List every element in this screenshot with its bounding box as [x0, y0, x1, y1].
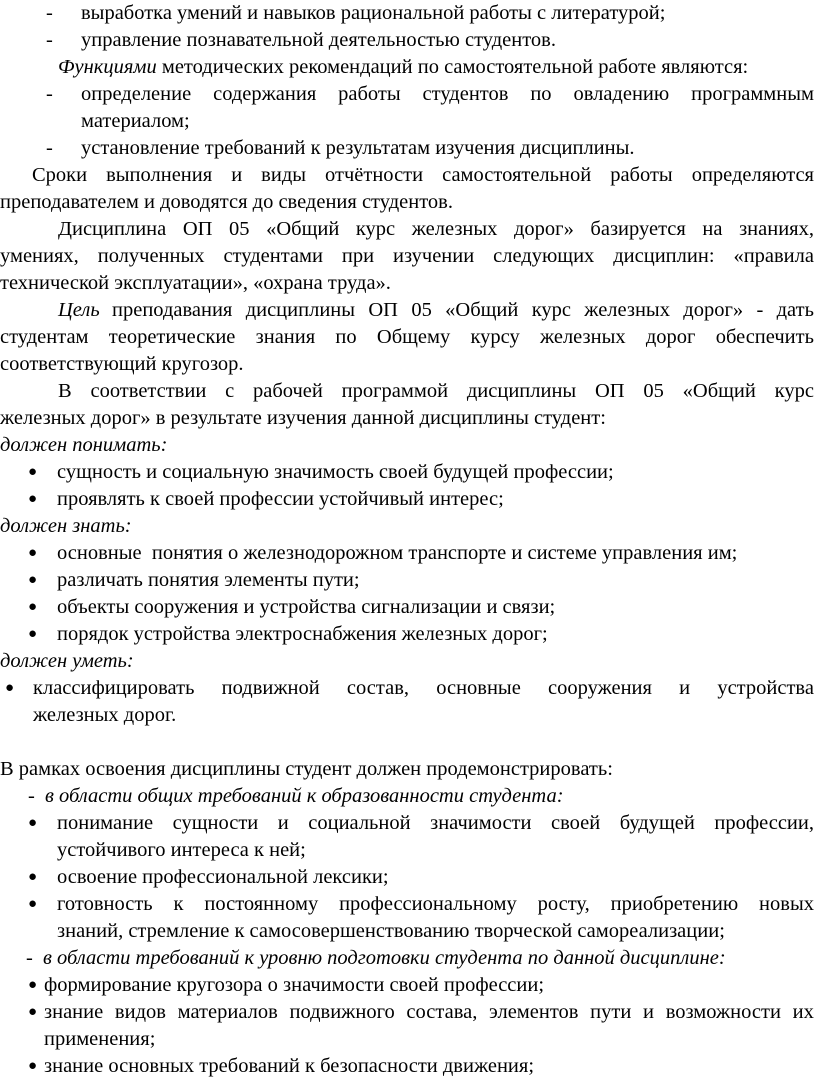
bullet-icon: ●: [28, 599, 38, 615]
para-discipline-line-2: [0, 243, 814, 270]
word: к: [173, 893, 184, 915]
word: знаниях,: [739, 218, 814, 240]
word: «правила: [733, 245, 814, 267]
intro-dash-item-2: управление познавательной деятельностью студентов.: [81, 29, 556, 51]
word: железных: [584, 299, 670, 321]
word: материалов: [177, 1001, 278, 1023]
word: ОП: [594, 380, 625, 402]
word: студентами: [223, 245, 323, 267]
word: Дисциплина: [58, 218, 167, 240]
word: курсу: [470, 326, 520, 348]
word: следующих: [493, 245, 595, 267]
word: курс: [774, 380, 814, 402]
word: работы: [338, 83, 401, 105]
demonstrate-intro: В рамках освоения дисциплины студент должен продемонстрировать:: [0, 758, 613, 780]
word: полученных: [97, 245, 205, 267]
must-know-item-4: порядок устройства электроснабжения железных дорог;: [57, 623, 548, 645]
word: готовность: [57, 893, 153, 915]
func-item-2: установление требований к результатам изучения дисциплины.: [81, 137, 635, 159]
word: при: [341, 245, 375, 267]
word: железных: [539, 326, 626, 348]
dash-marker: -: [46, 137, 53, 159]
dash-marker: -: [46, 2, 53, 24]
word: обеспечить: [715, 326, 814, 348]
word: работы: [610, 164, 673, 186]
word: профессии,: [714, 812, 814, 834]
word: 05: [411, 299, 432, 321]
intro-dash-item-1: выработка умений и навыков рациональной работы с литературой;: [81, 2, 666, 24]
word: значимости: [430, 812, 532, 834]
general-item-1-line-2: устойчивого интереса к ней;: [57, 839, 306, 861]
dash-marker: -: [46, 29, 53, 51]
word: теоретические: [108, 326, 236, 348]
word: подвижной: [221, 677, 320, 699]
general-item-3-line-1: [57, 891, 814, 918]
word: -: [756, 299, 764, 321]
bullet-icon: ●: [28, 1004, 38, 1020]
functions-italic-word: Функциями: [58, 56, 157, 78]
word: основные: [436, 677, 521, 699]
specific-item-1: формирование кругозора о значимости своей профессии;: [44, 974, 545, 996]
word: сущности: [172, 812, 259, 834]
functions-text: методических рекомендаций по самостоятельной работе являются:: [156, 56, 749, 78]
word: по: [335, 326, 357, 348]
word: состав,: [346, 677, 409, 699]
word: дисциплины: [466, 380, 577, 402]
word: возможности: [665, 1001, 781, 1023]
word: курс: [355, 218, 396, 240]
word: изучении: [393, 245, 475, 267]
must-know-item-3: объекты сооружения и устройства сигнализации и связи;: [57, 596, 556, 618]
word: 05: [229, 218, 250, 240]
functions-line: [58, 54, 748, 81]
word: понимание: [57, 812, 154, 834]
must-know-item-2: различать понятия элементы пути;: [57, 569, 360, 591]
func-item-1-line-2: материалом;: [81, 110, 190, 132]
bullet-icon: ●: [28, 815, 38, 831]
word: на: [702, 218, 723, 240]
para-goal-line-3: соответствующий кругозор.: [0, 353, 244, 375]
word: пути: [590, 1001, 632, 1023]
word: дисциплин:: [613, 245, 715, 267]
must-understand-item-2: проявлять к своей профессии устойчивый интерес;: [57, 488, 504, 510]
word: состава,: [406, 1001, 478, 1023]
word: элементов: [489, 1001, 579, 1023]
word: «Общий: [682, 380, 756, 402]
word: знание: [44, 1001, 104, 1023]
word: сооружения: [548, 677, 652, 699]
word: видов: [114, 1001, 166, 1023]
must-know-item-1: основные понятия о железнодорожном транспорте и системе управления им;: [57, 542, 738, 564]
word: и: [679, 677, 691, 699]
func-item-1-line-1: [81, 81, 814, 108]
bullet-icon: ●: [28, 1058, 38, 1074]
dash-marker: -: [28, 785, 35, 807]
word: отчётности: [325, 164, 424, 186]
word: и: [643, 1001, 654, 1023]
word: росту,: [537, 893, 590, 915]
word: устройства: [717, 677, 814, 699]
word: новых: [759, 893, 814, 915]
word: подвижного: [289, 1001, 395, 1023]
word: курс: [531, 299, 571, 321]
para-goal-line-1: [112, 297, 814, 324]
must-understand-item-1: сущность и социальную значимость своей будущей профессии;: [57, 461, 614, 483]
word: базируется: [590, 218, 686, 240]
word: дисциплины: [245, 299, 356, 321]
word: приобретению: [610, 893, 739, 915]
word: дорог»: [514, 218, 574, 240]
dash-marker: -: [46, 83, 53, 105]
bullet-icon: ●: [5, 680, 15, 696]
word: определяются: [691, 164, 814, 186]
bullet-icon: ●: [28, 977, 38, 993]
word: овладению: [573, 83, 670, 105]
word: преподавания: [112, 299, 233, 321]
must-can-item-line-2: железных дорог.: [33, 704, 177, 726]
para-accordance-line-1: [58, 378, 814, 405]
word: по: [530, 83, 552, 105]
bullet-icon: ●: [28, 572, 38, 588]
word: содержания: [213, 83, 317, 105]
must-understand-heading: должен понимать:: [0, 434, 168, 456]
word: железных: [411, 218, 498, 240]
word: постоянному: [204, 893, 319, 915]
must-can-heading: должен уметь:: [0, 650, 134, 672]
word: ОП: [182, 218, 213, 240]
word: дорог»: [683, 299, 744, 321]
specific-requirements-heading: в области требований к уровню подготовки студента по данной дисциплине:: [43, 947, 726, 969]
general-requirements-heading: в области общих требований к образованности студента:: [45, 785, 564, 807]
word: «Общий: [445, 299, 519, 321]
word: ОП: [368, 299, 398, 321]
bullet-icon: ●: [28, 896, 38, 912]
word: дорог: [645, 326, 696, 348]
word: социальной: [308, 812, 411, 834]
para-deadlines-line-1: [32, 162, 814, 189]
word: их: [792, 1001, 814, 1023]
word: студентов: [422, 83, 509, 105]
word: и: [231, 164, 243, 186]
word: классифицировать: [33, 677, 195, 699]
word: Сроки: [32, 164, 88, 186]
must-can-item-line-1: [33, 675, 814, 702]
word: 05: [643, 380, 664, 402]
word: соответствии: [90, 380, 207, 402]
word: будущей: [619, 812, 695, 834]
para-goal-line-2: [0, 324, 814, 351]
word: программой: [341, 380, 449, 402]
word: рабочей: [252, 380, 323, 402]
word: выполнения: [106, 164, 213, 186]
word: виды: [261, 164, 307, 186]
word: самостоятельной: [442, 164, 592, 186]
general-item-1-line-1: [57, 810, 814, 837]
specific-item-3: знание основных требований к безопасности движения;: [44, 1055, 535, 1077]
word: Общему: [376, 326, 451, 348]
para-discipline-line-3: технической эксплуатации», «охрана труда».: [0, 272, 391, 294]
word: с: [225, 380, 235, 402]
word: В: [58, 380, 72, 402]
word: «Общий: [266, 218, 340, 240]
para-deadlines-line-2: преподавателем и доводятся до сведения студентов.: [0, 191, 453, 213]
specific-item-2-line-2: применения;: [44, 1028, 156, 1050]
specific-item-2-line-1: [44, 999, 814, 1026]
word: программным: [691, 83, 814, 105]
bullet-icon: ●: [28, 545, 38, 561]
word: своей: [550, 812, 601, 834]
bullet-icon: ●: [28, 464, 38, 480]
para-discipline-line-1: [58, 216, 814, 243]
word: и: [277, 812, 289, 834]
word: умениях,: [0, 245, 79, 267]
goal-italic-word: Цель: [58, 299, 100, 321]
bullet-icon: ●: [28, 869, 38, 885]
word: профессиональному: [339, 893, 517, 915]
bullet-icon: ●: [28, 626, 38, 642]
word: дать: [776, 299, 814, 321]
word: определение: [81, 83, 192, 105]
general-item-2: освоение профессиональной лексики;: [57, 866, 389, 888]
para-accordance-line-2: железных дорог» в результате изучения данной дисциплины студент:: [0, 407, 606, 429]
word: знания: [255, 326, 316, 348]
bullet-icon: ●: [28, 491, 38, 507]
must-know-heading: должен знать:: [0, 515, 132, 537]
word: студентам: [0, 326, 89, 348]
dash-marker: -: [26, 947, 33, 969]
general-item-3-line-2: знаний, стремление к самосовершенствованию творческой самореализации;: [57, 920, 725, 942]
